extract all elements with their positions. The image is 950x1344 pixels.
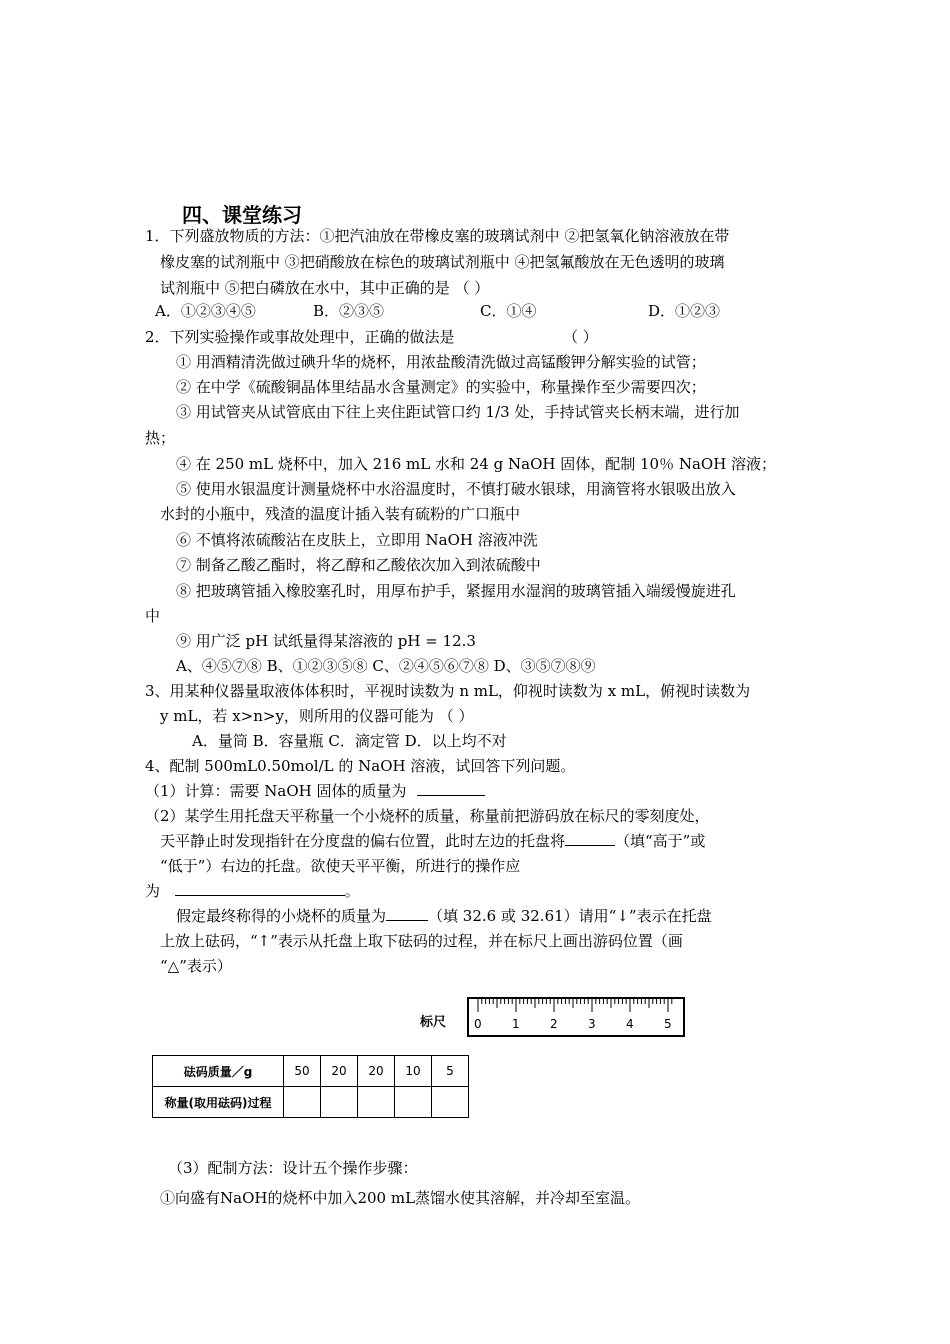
ruler-number: 3 — [588, 1017, 596, 1031]
process-cell[interactable] — [321, 1087, 358, 1118]
q4-part2-line2-hint: （填“高于”或 — [615, 832, 706, 850]
q1-option-b: B．②③⑤ — [313, 302, 385, 320]
q2-item-3b: 热； — [145, 429, 176, 447]
ruler-number: 4 — [626, 1017, 634, 1031]
weight-cell: 10 — [395, 1056, 432, 1087]
q1-line1: 1．下列盛放物质的方法：①把汽油放在带橡皮塞的玻璃试剂中 ②把氢氧化钠溶液放在带 — [145, 227, 730, 245]
q2-options: A、④⑤⑦⑧ B、①②③⑤⑧ C、②④⑤⑥⑦⑧ D、③⑤⑦⑧⑨ — [176, 657, 596, 675]
weights-row-process — [153, 1087, 469, 1118]
ruler-number: 1 — [512, 1017, 520, 1031]
answer-blank-tray-position[interactable] — [565, 831, 615, 846]
q2-item-4: ④ 在 250 mL 烧杯中，加入 216 mL 水和 24 g NaOH 固体，配制 10％ NaOH 溶液； — [176, 455, 777, 473]
weights-table — [152, 1055, 469, 1118]
q4-part2-line2 — [160, 831, 705, 851]
weights-row-mass — [153, 1056, 469, 1087]
ruler-ticks — [478, 998, 672, 1012]
q4-part3: （3）配制方法：设计五个操作步骤： — [168, 1159, 418, 1177]
q4-part2-line4 — [145, 881, 360, 901]
q4-part2-line5-text: 假定最终称得的小烧杯的质量为 — [176, 907, 387, 925]
q4-part2-line2-text: 天平静止时发现指针在分度盘的偏右位置，此时左边的托盘将 — [160, 832, 566, 850]
q2-item-1: ① 用酒精清洗做过碘升华的烧杯，用浓盐酸清洗做过高锰酸钾分解实验的试管； — [176, 353, 706, 371]
weights-row-process-header: 称量(取用砝码)过程 — [153, 1087, 284, 1118]
section-title: 四、课堂练习 — [182, 203, 302, 227]
q1-line2: 橡皮塞的试剂瓶中 ③把硝酸放在棕色的玻璃试剂瓶中 ④把氢氟酸放在无色透明的玻璃 — [160, 253, 725, 271]
weight-cell: 20 — [321, 1056, 358, 1087]
q1-option-a: A．①②③④⑤ — [155, 302, 256, 320]
q4-step1: ①向盛有NaOH的烧杯中加入200 mL蒸馏水使其溶解，并冷却至室温。 — [160, 1189, 641, 1207]
ruler-figure — [418, 994, 688, 1040]
q4-part2-line6: 上放上砝码，“↑”表示从托盘上取下砝码的过程，并在标尺上画出游码位置（画 — [160, 932, 683, 950]
process-cell[interactable] — [395, 1087, 432, 1118]
weight-cell: 5 — [432, 1056, 469, 1087]
weight-cell: 20 — [358, 1056, 395, 1087]
ruler-label: 标尺 — [420, 1015, 447, 1030]
answer-blank-beaker-mass[interactable] — [386, 906, 428, 921]
q2-stem: 2．下列实验操作或事故处理中，正确的做法是 — [145, 328, 455, 346]
ruler-number: 0 — [474, 1017, 482, 1031]
q2-item-9: ⑨ 用广泛 pH 试纸量得某溶液的 pH = 12.3 — [176, 632, 476, 650]
q3-line2: y mL，若 x>n>y，则所用的仪器可能为 （ ） — [160, 707, 474, 725]
process-cell[interactable] — [358, 1087, 395, 1118]
q1-option-c: C．①④ — [480, 302, 537, 320]
q4-part2-line4-text: 为 — [145, 882, 161, 900]
q2-item-7: ⑦ 制备乙酸乙酯时，将乙醇和乙酸依次加入到浓硫酸中 — [176, 556, 541, 574]
ruler-svg — [418, 994, 688, 1040]
ruler-numbers — [474, 1017, 672, 1031]
process-cell[interactable] — [432, 1087, 469, 1118]
q2-item-8a: ⑧ 把玻璃管插入橡胶塞孔时，用厚布护手，紧握用水湿润的玻璃管插入端缓慢旋进孔 — [176, 582, 736, 600]
q4-part2-line5 — [176, 906, 712, 926]
q4-part2-line5-hint: （填 32.6 或 32.61）请用“↓”表示在托盘 — [428, 907, 712, 925]
weight-cell: 50 — [284, 1056, 321, 1087]
q1-option-d: D．①②③ — [648, 302, 721, 320]
q2-item-6: ⑥ 不慎将浓硫酸沾在皮肤上，立即用 NaOH 溶液冲洗 — [176, 531, 538, 549]
q4-part1-text: （1）计算：需要 NaOH 固体的质量为 — [145, 782, 407, 800]
q4-stem: 4、配制 500mL0.50mol/L 的 NaOH 溶液，试回答下列问题。 — [145, 757, 576, 775]
answer-blank-operation[interactable] — [175, 881, 345, 896]
q2-item-5a: ⑤ 使用水银温度计测量烧杯中水浴温度时，不慎打破水银球，用滴管将水银吸出放入 — [176, 480, 736, 498]
q2-answer-paren: （ ） — [563, 328, 598, 346]
q2-item-3a: ③ 用试管夹从试管底由下往上夹住距试管口约 1/3 处，手持试管夹长柄末端，进行加 — [176, 403, 740, 421]
process-cell[interactable] — [284, 1087, 321, 1118]
ruler-number: 5 — [664, 1017, 672, 1031]
q2-item-2: ② 在中学《硫酸铜晶体里结晶水含量测定》的实验中，称量操作至少需要四次； — [176, 378, 706, 396]
q4-part2-line4-end: 。 — [344, 882, 360, 900]
ruler-number: 2 — [550, 1017, 558, 1031]
weights-row-mass-header: 砝码质量／g — [153, 1056, 284, 1087]
q2-item-5b: 水封的小瓶中，残渣的温度计插入装有硫粉的广口瓶中 — [160, 505, 521, 523]
q2-item-8b: 中 — [145, 607, 161, 625]
q4-part2-line7: “△”表示） — [160, 957, 232, 975]
q3-options: A．量筒 B．容量瓶 C．滴定管 D．以上均不对 — [192, 732, 507, 750]
q4-part1 — [145, 781, 485, 801]
q4-part2-line3: “低于”）右边的托盘。欲使天平平衡，所进行的操作应 — [160, 857, 521, 875]
q3-line1: 3、用某种仪器量取液体体积时，平视时读数为 n mL，仰视时读数为 x mL，俯视时读数为 — [145, 682, 751, 700]
q1-line3: 试剂瓶中 ⑤把白磷放在水中，其中正确的是 （ ） — [160, 279, 490, 297]
answer-blank-naoh-mass[interactable] — [417, 781, 485, 796]
q4-part2-line1: （2）某学生用托盘天平称量一个小烧杯的质量，称量前把游码放在标尺的零刻度处， — [145, 807, 710, 825]
